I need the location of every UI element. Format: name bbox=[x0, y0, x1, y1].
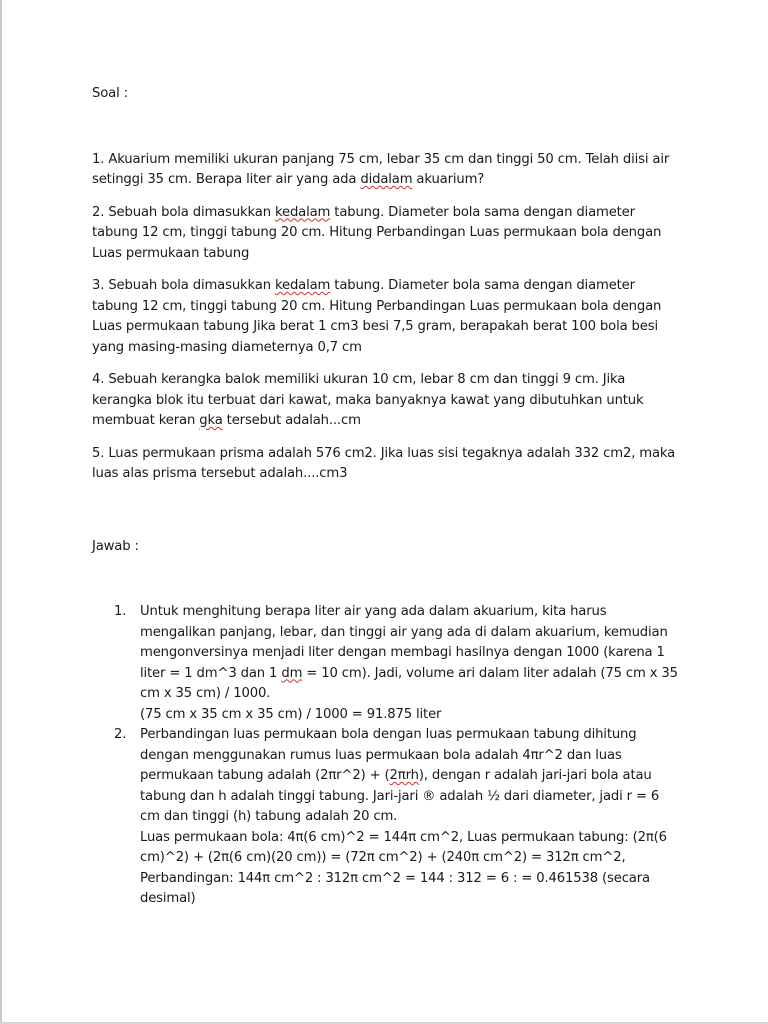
question-text: 1. Akuarium memiliki ukuran panjang 75 cm, lebar 35 cm dan tinggi 50 cm. Telah diisi air setinggi 35 cm. Berapa liter air yang ada bbox=[92, 151, 670, 187]
soal-heading: Soal : bbox=[92, 86, 128, 101]
question-1 bbox=[92, 150, 682, 191]
question-text: 2. Sebuah bola dimasukkan bbox=[92, 204, 275, 220]
question-2 bbox=[92, 203, 682, 265]
question-text: 3. Sebuah bola dimasukkan bbox=[92, 278, 275, 293]
misspelled-word: gka bbox=[199, 413, 223, 428]
misspelled-word: kedalam bbox=[274, 278, 331, 293]
question-text: tersebut adalah...cm bbox=[222, 413, 361, 428]
answer-2 bbox=[92, 725, 682, 910]
misspelled-word: kedalam bbox=[274, 204, 331, 220]
jawab-heading: Jawab : bbox=[92, 538, 139, 554]
question-text: tabung. Diameter bola sama dengan diameter tabung 12 cm, tinggi tabung 20 cm. Hitung Perbandingan Luas permukaan bola dengan Luas permukaan tabung bbox=[92, 204, 662, 261]
answer-text bbox=[140, 602, 682, 705]
answer-text bbox=[140, 725, 682, 828]
question-text: 4. Sebuah kerangka balok memiliki ukuran 10 cm, lebar 8 cm dan tinggi 9 cm. Jika kerangka blok itu terbuat dari kawat, maka banyaknya kawat yang dibutuhkan untuk membuat keran bbox=[92, 372, 644, 428]
question-3 bbox=[92, 276, 682, 358]
question-5: 5. Luas permukaan prisma adalah 576 cm2. Jika luas sisi tegaknya adalah 332 cm2, maka luas alas prisma tersebut adalah....cm3 bbox=[92, 445, 676, 481]
misspelled-word: didalam bbox=[360, 172, 413, 187]
answer-text-part: Perbandingan luas permukaan bola dengan luas permukaan tabung dihitung dengan menggunakan rumus luas permukaan bola adalah 4πr^2 dan luas permukaan tabung adalah (2πr^2) + ( bbox=[140, 727, 637, 783]
answer-text-part: Untuk menghitung berapa liter air yang ada dalam akuarium, kita harus mengalikan panjang, lebar, dan tinggi air yang ada di dalam akuarium, kemudian mengonversinya menjadi liter dengan membagi hasilnya dengan 1000 (karena 1 liter = 1 dm^3 dan 1 bbox=[140, 604, 668, 681]
misspelled-word: dm bbox=[281, 665, 303, 681]
list-number: 2. bbox=[114, 727, 127, 742]
answer-text-part: ), dengan r adalah jari-jari bola atau tabung dan h adalah tinggi tabung. Jari-jari ® adalah ½ dari diameter, jadi r = 6 cm dan tinggi (h) tabung adalah 20 cm. bbox=[140, 768, 660, 824]
list-number: 1. bbox=[114, 604, 127, 619]
answer-result: (75 cm x 35 cm x 35 cm) / 1000 = 91.875 liter bbox=[140, 706, 442, 722]
document-body bbox=[92, 84, 682, 910]
answer-1 bbox=[92, 602, 682, 725]
question-text: tabung. Diameter bola sama dengan diameter tabung 12 cm, tinggi tabung 20 cm. Hitung Perbandingan Luas permukaan bola dengan Luas permukaan tabung Jika berat 1 cm3 besi 7,5 gram, berapakah berat 100 bola besi yang masing-masing diameternya 0,7 cm bbox=[92, 278, 662, 355]
question-text: akuarium? bbox=[412, 172, 485, 187]
answer-text-part: = 10 cm). Jadi, volume ari dalam liter adalah (75 cm x 35 cm x 35 cm) / 1000. bbox=[140, 665, 678, 701]
page-edge-left bbox=[0, 0, 2, 1024]
answer-list bbox=[92, 602, 682, 910]
question-4 bbox=[92, 370, 682, 432]
answer-result: Luas permukaan bola: 4π(6 cm)^2 = 144π cm^2, Luas permukaan tabung: (2π(6 cm)^2) + (2π(6 cm)(20 cm)) = (72π cm^2) + (240π cm^2) = 312π cm^2, Perbandingan: 144π cm^2 : 312π cm^2 = 144 : 312 = 6 : = 0.461538 (secara desimal) bbox=[140, 829, 667, 906]
misspelled-word: 2πrh bbox=[389, 768, 419, 783]
